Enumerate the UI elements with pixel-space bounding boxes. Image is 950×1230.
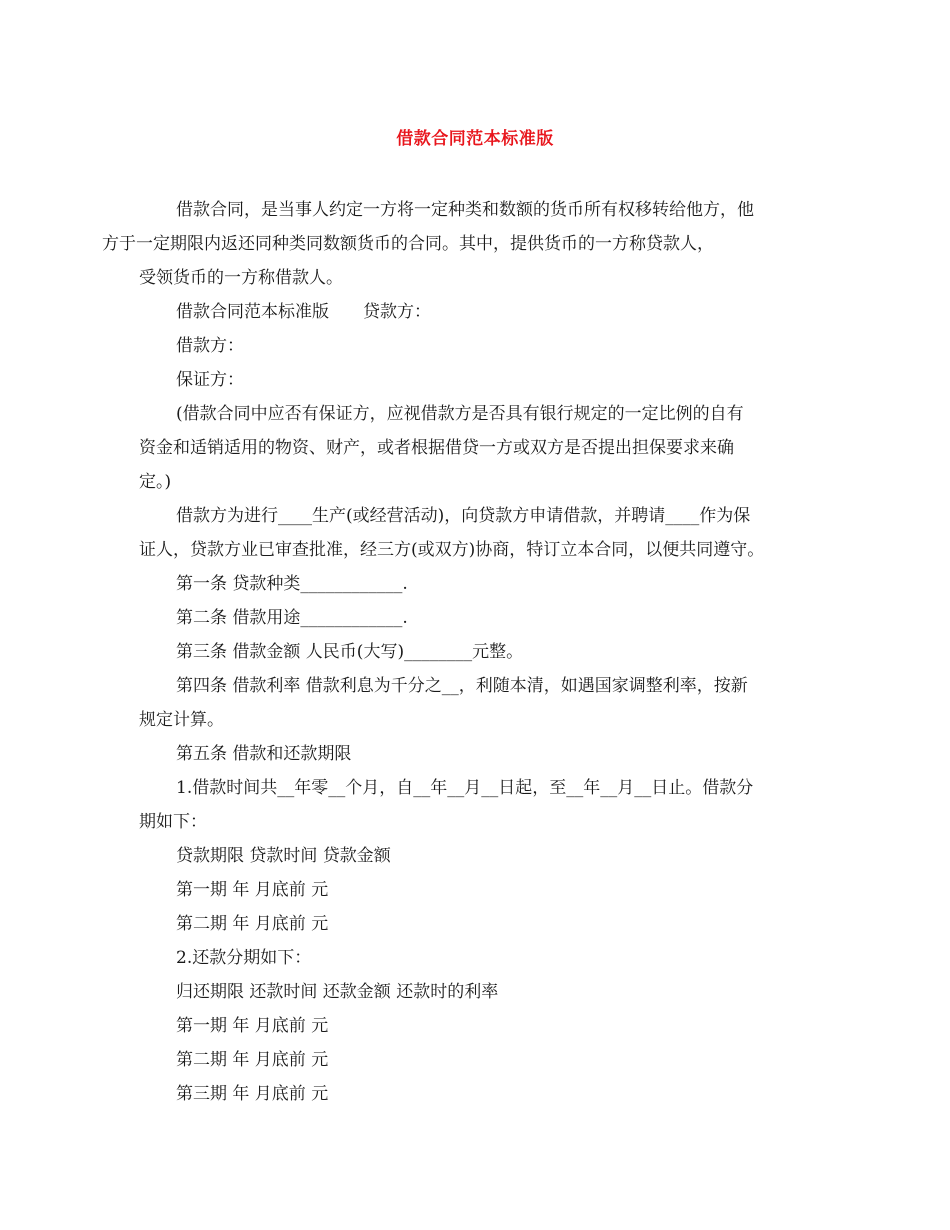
- text-line: 第四条 借款利率 借款利息为千分之__，利随本清，如遇国家调整利率，按新: [176, 676, 748, 696]
- article-5: [139, 737, 819, 771]
- text-line: 第一期 年 月底前 元: [176, 880, 329, 900]
- text-line: 第一期 年 月底前 元: [176, 1016, 329, 1036]
- repayment-schedule-row: [139, 1043, 819, 1077]
- text-line: 期如下：: [139, 812, 207, 832]
- text-line: 归还期限 还款时间 还款金额 还款时的利率: [176, 982, 499, 1002]
- text-line: 定。): [139, 472, 172, 492]
- text-line: 第五条 借款和还款期限: [176, 744, 352, 764]
- article-2: [139, 601, 819, 635]
- paragraph-borrower: [139, 329, 819, 363]
- paragraph-purpose: [139, 499, 819, 567]
- text-line: 第三期 年 月底前 元: [176, 1084, 329, 1104]
- text-line: 方于一定期限内返还同种类同数额货币的合同。其中，提供货币的一方称贷款人，: [102, 234, 714, 254]
- text-line: 借款方：: [176, 336, 244, 356]
- text-line: 受领货币的一方称借款人。: [139, 268, 343, 288]
- text-line: 第二期 年 月底前 元: [176, 1050, 329, 1070]
- document-body: [102, 193, 819, 1111]
- text-line: 证人，贷款方业已审查批准，经三方(或双方)协商，特订立本合同，以便共同遵守。: [139, 540, 765, 560]
- repayment-schedule-row: [139, 1009, 819, 1043]
- loan-schedule-intro: [139, 771, 819, 839]
- text-line: 资金和适销适用的物资、财产，或者根据借贷一方或双方是否提出担保要求来确: [139, 438, 734, 458]
- text-line: 借款方为进行____生产(或经营活动)，向贷款方申请借款，并聘请____作为保: [176, 506, 751, 526]
- paragraph-guarantor-note: [139, 397, 819, 499]
- text-line: 规定计算。: [139, 710, 224, 730]
- text-line: 2.还款分期如下：: [176, 948, 312, 968]
- repayment-schedule-header: [139, 975, 819, 1009]
- text-line: 第二期 年 月底前 元: [176, 914, 329, 934]
- text-line: 1.借款时间共__年零__个月，自__年__月__日起，至__年__月__日止。借款分: [176, 778, 754, 798]
- text-line: (借款合同中应否有保证方，应视借款方是否具有银行规定的一定比例的自有: [176, 404, 744, 424]
- repayment-schedule-row: [139, 1077, 819, 1111]
- paragraph-guarantor: [139, 363, 819, 397]
- article-4: [139, 669, 819, 737]
- article-1: [139, 567, 819, 601]
- paragraph-intro: [102, 193, 819, 295]
- text-line: 保证方：: [176, 370, 244, 390]
- text-line: 借款合同，是当事人约定一方将一定种类和数额的货币所有权移转给他方，他: [176, 200, 754, 220]
- text-line: 第二条 借款用途____________.: [176, 608, 408, 628]
- text-line: 借款合同范本标准版 贷款方：: [176, 302, 431, 322]
- loan-schedule-row: [139, 907, 819, 941]
- document-title: 借款合同范本标准版: [396, 129, 554, 149]
- paragraph-lender: [139, 295, 819, 329]
- article-3: [139, 635, 819, 669]
- loan-schedule-header: [139, 839, 819, 873]
- loan-schedule-row: [139, 873, 819, 907]
- text-line: 贷款期限 贷款时间 贷款金额: [176, 846, 391, 866]
- text-line: 第一条 贷款种类____________.: [176, 574, 408, 594]
- repayment-schedule-intro: [139, 941, 819, 975]
- text-line: 第三条 借款金额 人民币(大写)________元整。: [176, 642, 524, 662]
